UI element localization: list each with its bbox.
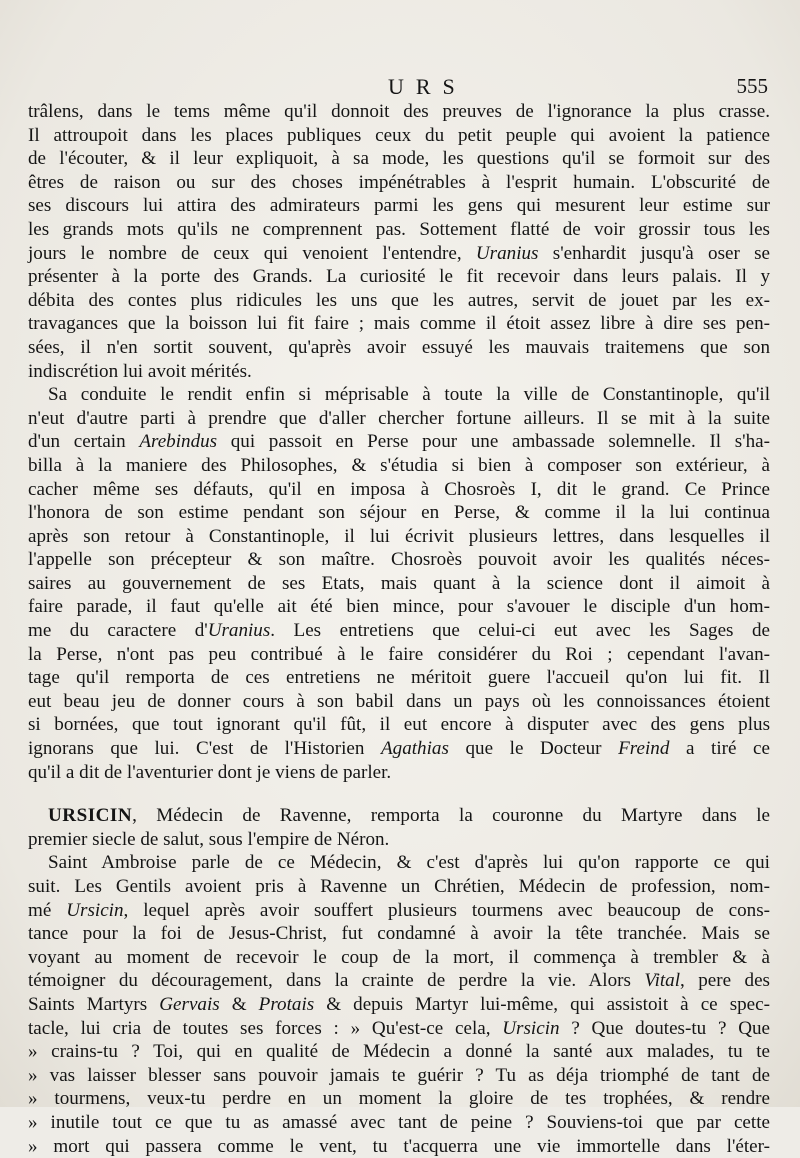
text-line: saires au gouvernement de ses Etats, mais quant à la science dont il aimoit à	[28, 572, 770, 594]
text-line: l'honora de son estime pendant son séjour en Perse, & comme il la lui continua	[28, 502, 770, 524]
page-header	[28, 66, 770, 100]
text-line: de l'écouter, & il leur expliquoit, à sa mode, les questions qu'il se formoit sur des	[28, 148, 770, 170]
text-line: l'appelle son précepteur & son maître. Chosroès pouvoit avoir les qualités néces-	[28, 549, 770, 571]
text-line: si bornées, que tout ignorant qu'il fût, il eut encore à disputer avec des gens plus	[28, 714, 770, 736]
entry-first-line	[28, 804, 770, 828]
text-line: me du caractere d'Uranius. Les entretiens que celui-ci eut avec les Sages de	[28, 620, 770, 642]
text-line: la Perse, n'ont pas peu contribué à le faire considérer du Roi ; cependant l'avan-	[28, 643, 770, 665]
text-line: tacle, lui cria de toutes ses forces : » Qu'est-ce cela, Ursicin ? Que doutes-tu ? Que	[28, 1017, 771, 1039]
entry-headword: URSICIN	[48, 805, 133, 827]
entry-ursicin	[28, 804, 770, 851]
text-line: tage qu'il remporta de ces entretiens ne méritoit guere l'accueil qu'on lui fit. Il	[28, 667, 770, 689]
text-line: mé Ursicin, lequel après avoir souffert plusieurs tourmens avec beaucoup de cons-	[28, 899, 770, 921]
text-line: Saints Martyrs Gervais & Protais & depuis Martyr lui-même, qui assistoit à ce spec-	[28, 993, 770, 1015]
text-line: témoigner du découragement, dans la crainte de perdre la vie. Alors Vital, pere des	[28, 970, 770, 992]
text-line: débita des contes plus ridicules les uns que les autres, servit de jouet par les ex-	[28, 289, 770, 311]
text-line: » crains-tu ? Toi, qui en qualité de Médecin a donné la santé aux malades, tu te	[28, 1041, 770, 1063]
text-line: présenter à la porte des Grands. La curiosité le fit recevoir dans leurs palais. Il y	[28, 266, 770, 288]
page-number: 555	[736, 74, 768, 98]
text-line: suit. Les Gentils avoient pris à Ravenne un Chrétien, Médecin de profession, nom-	[28, 876, 770, 897]
text-line: n'eut d'autre parti à prendre que d'aller chercher fortune ailleurs. Il se mit à la suite	[28, 407, 770, 429]
text-line: tance pour la foi de Jesus-Christ, fut condamné à avoir la tête tranchée. Mais se	[28, 923, 770, 945]
text-line: jours le nombre de ceux qui venoient l'entendre, Uranius s'enhardit jusqu'à oser se	[28, 242, 771, 264]
text-line: après son retour à Constantinople, il lui écrivit plusieurs lettres, dans lesquelles il	[28, 525, 770, 547]
paragraph-ursicin-martyrdom	[28, 851, 770, 1158]
text-line: faire parade, il faut qu'elle ait été bien mince, pour s'avouer le disciple d'un hom-	[28, 596, 770, 618]
text-line: Saint Ambroise parle de ce Médecin, & c'est d'après lui qu'on rapporte ce qui	[48, 852, 770, 874]
paragraph-uranius-persia	[28, 383, 770, 784]
text-line: billa à la maniere des Philosophes, & s'étudia si bien à composer son extérieur, à	[28, 454, 770, 476]
text-line: voyant au moment de recevoir le coup de la mort, il commença à trembler & à	[28, 946, 770, 968]
running-head: URS	[388, 74, 467, 99]
text-line: cacher même ses défauts, qu'il en imposa à Chosroès I, dit le grand. Ce Prince	[28, 478, 770, 500]
text-line: eut beau jeu de donner cours à son babil dans un pays où les connoissances étoient	[28, 690, 770, 712]
text-line: ses discours lui attira des admirateurs parmi les gens qui mesurent leur estime sur	[28, 195, 770, 217]
text-line: » vas laisser blesser sans pouvoir jamais te guérir ? Tu as déja triomphé de tant de	[28, 1064, 770, 1086]
text-line: êtres de raison ou sur des choses impénétrables à l'esprit humain. L'obscurité de	[28, 171, 770, 193]
text-line: » mort qui passera comme le vent, tu t'acquerra une vie immortelle dans l'éter-	[28, 1135, 770, 1157]
text-line: trâlens, dans le tems même qu'il donnoit des preuves de l'ignorance la plus crasse.	[28, 101, 770, 122]
text-line: » inutile tout ce que tu as amassé avec tant de peine ? Souviens-toi que par cette	[28, 1111, 770, 1133]
text-line: sées, il n'en sortit souvent, qu'après avoir essuyé les mauvais traitemens que son	[28, 336, 770, 358]
text-line: ignorans que lui. C'est de l'Historien Agathias que le Docteur Freind a tiré ce	[28, 738, 771, 760]
entry-text: , Médecin de Ravenne, remporta la couronne du Martyre dans le	[132, 805, 770, 827]
text-line: travagances que la boisson lui fit faire ; mais comme il étoit assez libre à dire ses pen-	[28, 313, 770, 335]
text-line: indiscrétion lui avoit mérités.	[28, 360, 252, 382]
text-line: Il attroupoit dans les places publiques ceux du petit peuple qui avoient la patience	[28, 124, 770, 146]
text-line: premier siecle de salut, sous l'empire de Néron.	[28, 828, 390, 850]
text-line: d'un certain Arebindus qui passoit en Perse pour une ambassade solemnelle. Il s'ha-	[28, 431, 770, 453]
text-line: » tourmens, veux-tu perdre en un moment la gloire de tes trophées, & rendre	[28, 1088, 770, 1110]
text-line: Sa conduite le rendit enfin si méprisable à toute la ville de Constantinople, qu'il	[48, 384, 770, 406]
text-line: qu'il a dit de l'aventurier dont je viens de parler.	[28, 761, 392, 783]
text-line: les grands mots qu'ils ne comprennent pas. Sottement flatté de voir grossir tous les	[28, 218, 770, 240]
paragraph-uranius-career	[28, 100, 770, 383]
entry-separator	[28, 784, 770, 804]
